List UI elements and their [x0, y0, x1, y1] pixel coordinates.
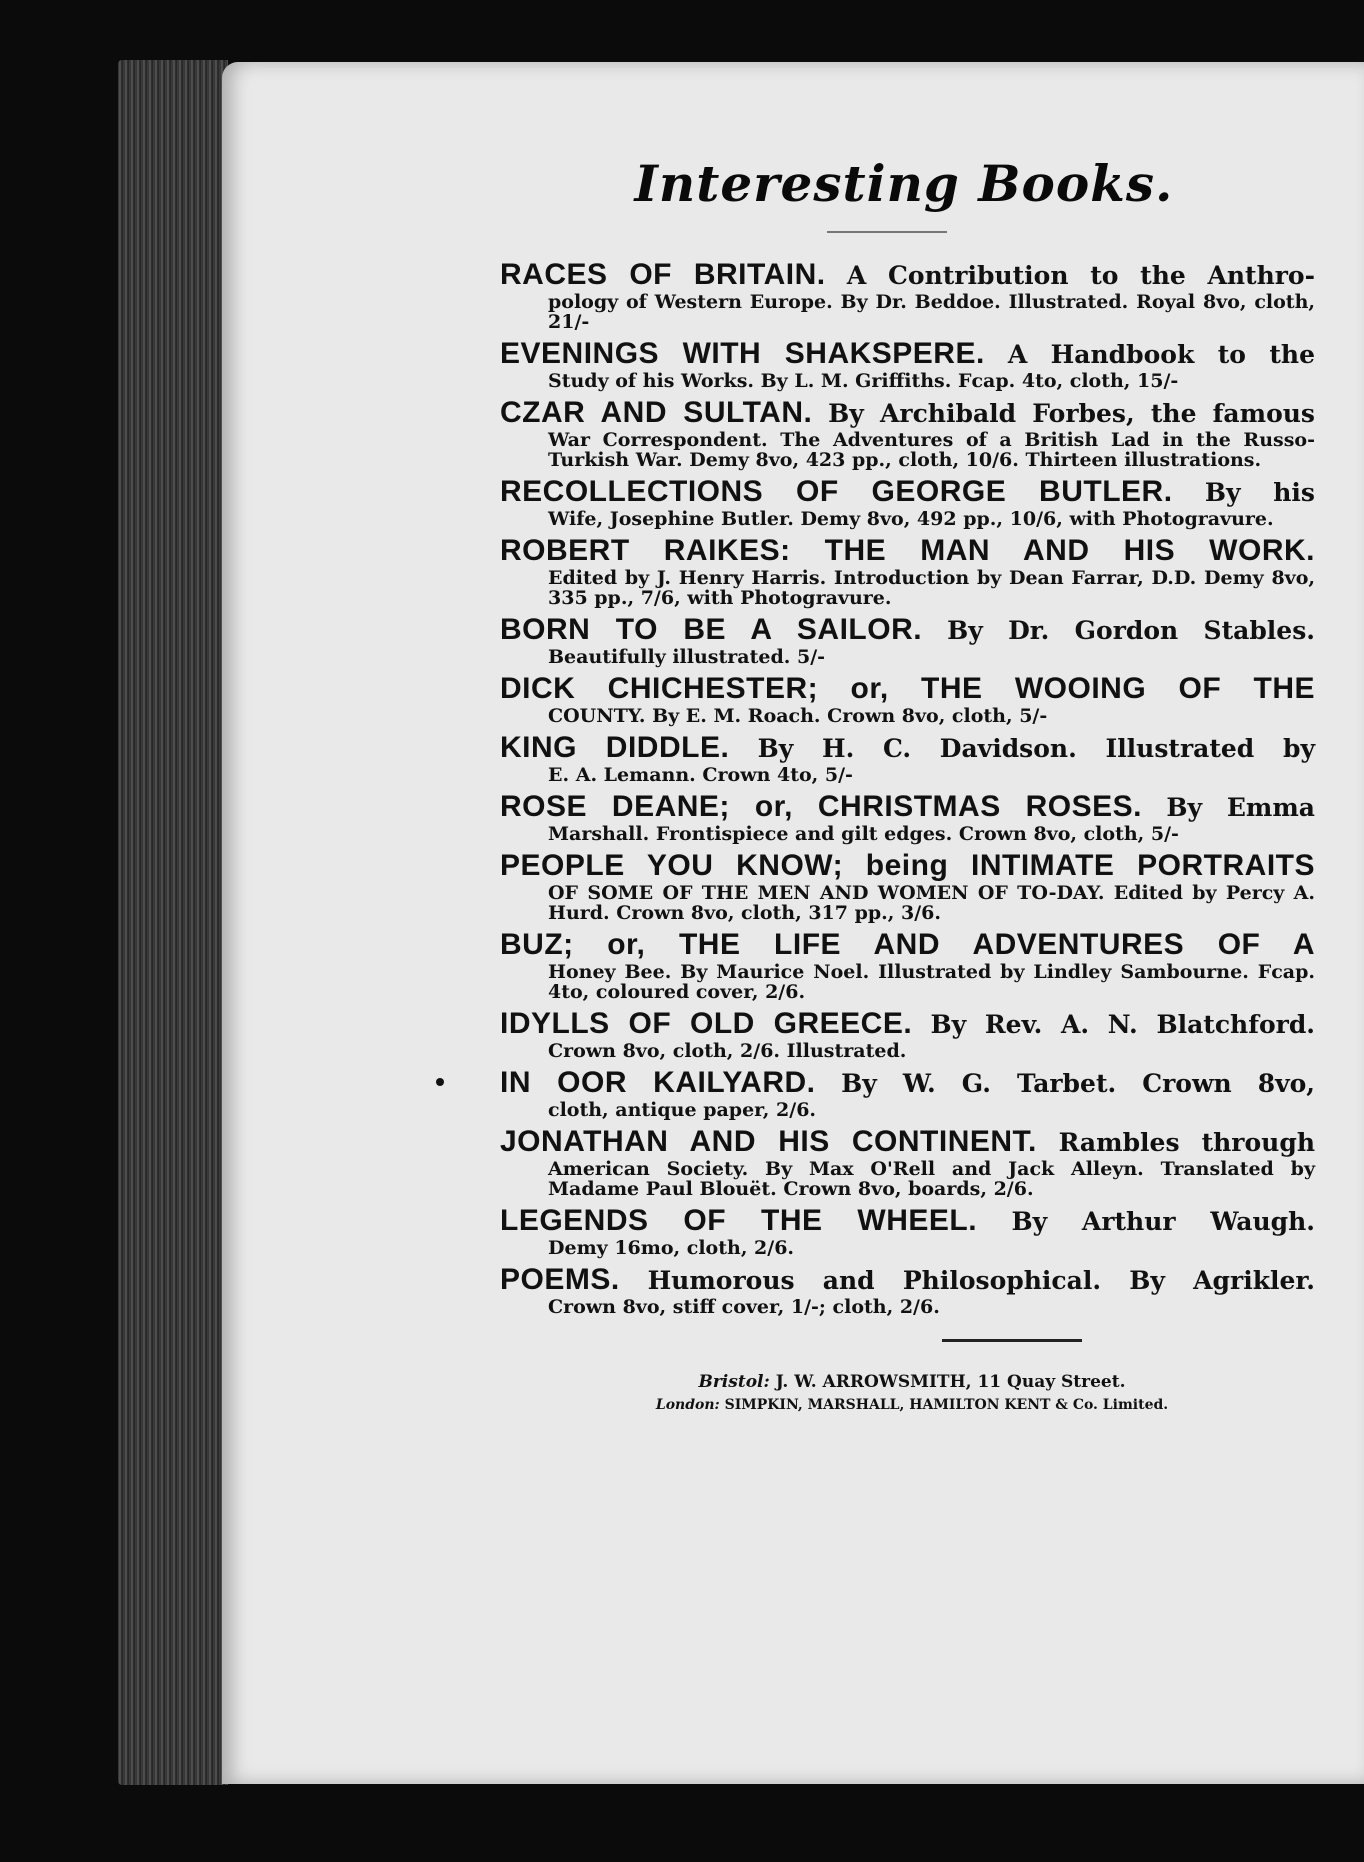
list-item [500, 1008, 1315, 1061]
book-description: A Contribution to the Anthro- [846, 261, 1315, 290]
book-description: By Dr. Gordon Stables. [947, 616, 1315, 645]
book-details: American Society. By Max O'Rell and Jack Alleyn. Translated by Madame Paul Blouët. Crown 8vo, boards, 2/6. [548, 1158, 1315, 1200]
list-item [500, 535, 1315, 608]
book-title: RECOLLECTIONS OF GEORGE BUTLER. [500, 475, 1173, 508]
book-title: ROBERT RAIKES: THE MAN AND HIS WORK. [500, 534, 1315, 567]
book-description: Humorous and Philosophical. By Agrikler. [647, 1266, 1315, 1295]
list-item [500, 929, 1315, 1002]
list-item [500, 476, 1315, 529]
list-item [500, 1126, 1315, 1199]
book-title: POEMS. [500, 1263, 620, 1296]
book-details: Beautifully illustrated. 5/- [548, 646, 826, 668]
list-item [500, 1067, 1315, 1120]
list-item [500, 673, 1315, 726]
list-item [500, 732, 1315, 785]
book-details: Study of his Works. By L. M. Griffiths. Fcap. 4to, cloth, 15/- [548, 370, 1179, 392]
list-item [500, 1264, 1315, 1317]
book-description: By Rev. A. N. Blatchford. [930, 1010, 1315, 1039]
list-item [500, 338, 1315, 391]
book-description: By Emma [1166, 793, 1315, 822]
book-description: A Handbook to the [1007, 340, 1315, 369]
book-details: Demy 16mo, cloth, 2/6. [548, 1237, 795, 1259]
book-description: By Archibald Forbes, the famous [828, 399, 1315, 428]
list-item [500, 850, 1315, 923]
title-rule [827, 231, 947, 233]
book-title: JONATHAN AND HIS CONTINENT. [500, 1125, 1037, 1158]
book-title: IN OOR KAILYARD. [500, 1066, 816, 1099]
imprint-london-text: SIMPKIN, MARSHALL, HAMILTON KENT & Co. Limited. [724, 1397, 1169, 1413]
book-description: By H. C. Davidson. Illustrated by [757, 734, 1315, 763]
book-description: Rambles through [1058, 1128, 1315, 1157]
book-title: KING DIDDLE. [500, 731, 730, 764]
book-details: War Correspondent. The Adventures of a British Lad in the Russo-Turkish War. Demy 8vo, 423 pp., cloth, 10/6. Thirteen illustrations. [548, 429, 1315, 471]
book-title: IDYLLS OF OLD GREECE. [500, 1007, 913, 1040]
book-description: By W. G. Tarbet. Crown 8vo, [841, 1069, 1316, 1098]
book-title: DICK CHICHESTER; or, THE WOOING OF THE [500, 672, 1315, 705]
list-item [500, 397, 1315, 470]
book-details: Edited by J. Henry Harris. Introduction by Dean Farrar, D.D. Demy 8vo, 335 pp., 7/6, with Photogravure. [548, 567, 1315, 609]
book-details: Wife, Josephine Butler. Demy 8vo, 492 pp., 10/6, with Photogravure. [548, 508, 1274, 530]
book-details: pology of Western Europe. By Dr. Beddoe. Illustrated. Royal 8vo, cloth, 21/- [548, 291, 1315, 333]
book-title: BUZ; or, THE LIFE AND ADVENTURES OF A [500, 928, 1315, 961]
book-description: By Arthur Waugh. [1011, 1207, 1315, 1236]
book-title: CZAR AND SULTAN. [500, 396, 813, 429]
book-details: E. A. Lemann. Crown 4to, 5/- [548, 764, 853, 786]
book-list [500, 259, 1315, 1317]
book-title: PEOPLE YOU KNOW; being INTIMATE PORTRAITS [500, 849, 1315, 882]
book-title: EVENINGS WITH SHAKSPERE. [500, 337, 985, 370]
book-details: COUNTY. By E. M. Roach. Crown 8vo, cloth, 5/- [548, 705, 1048, 727]
book-title: BORN TO BE A SAILOR. [500, 613, 923, 646]
page-content [252, 92, 1316, 1652]
page-title: Interesting Books. [634, 154, 1174, 213]
list-item [500, 791, 1315, 844]
book-details: Honey Bee. By Maurice Noel. Illustrated by Lindley Sambourne. Fcap. 4to, coloured cover, 2/6. [548, 961, 1315, 1003]
book-details: Crown 8vo, cloth, 2/6. Illustrated. [548, 1040, 907, 1062]
book-title: LEGENDS OF THE WHEEL. [500, 1204, 978, 1237]
book-title: RACES OF BRITAIN. [500, 258, 826, 291]
book-details: Crown 8vo, stiff cover, 1/-; cloth, 2/6. [548, 1296, 940, 1318]
book-details: Marshall. Frontispiece and gilt edges. Crown 8vo, cloth, 5/- [548, 823, 1179, 845]
book-page-edges [118, 60, 228, 1785]
book-details: OF SOME OF THE MEN AND WOMEN OF TO-DAY. Edited by Percy A. Hurd. Crown 8vo, cloth, 317 pp., 3/6. [548, 882, 1315, 924]
book-description: By his [1204, 478, 1316, 507]
book-details: cloth, antique paper, 2/6. [548, 1099, 817, 1121]
imprint-bristol-text: J. W. ARROWSMITH, 11 Quay Street. [775, 1372, 1126, 1392]
book-title: ROSE DEANE; or, CHRISTMAS ROSES. [500, 790, 1142, 823]
list-item [500, 259, 1315, 332]
list-item [500, 1205, 1315, 1258]
publisher-imprint [502, 1370, 1322, 1416]
end-rule [942, 1339, 1082, 1342]
imprint-london-label: London: [655, 1397, 720, 1413]
imprint-bristol-label: Bristol: [698, 1372, 770, 1392]
list-item [500, 614, 1315, 667]
